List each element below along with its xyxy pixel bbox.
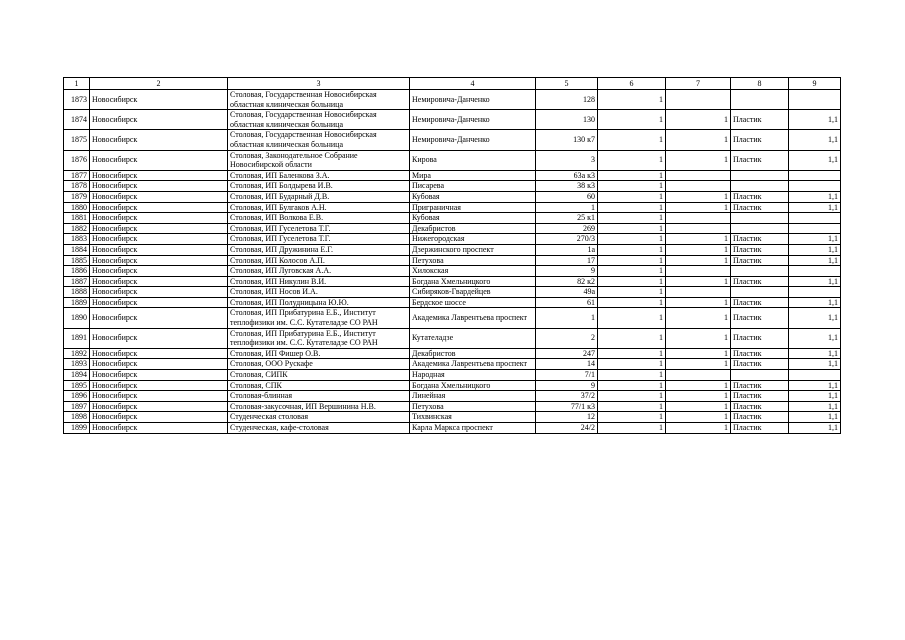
col6-cell: 1 — [598, 401, 666, 412]
col6-cell: 1 — [598, 170, 666, 181]
city-cell: Новосибирск — [90, 328, 228, 348]
table-row — [64, 90, 841, 110]
street-cell: Нижегородская — [410, 234, 536, 245]
col6-cell: 1 — [598, 223, 666, 234]
street-cell: Богдана Хмельницкого — [410, 276, 536, 287]
material-cell: Пластик — [731, 297, 789, 308]
col7-cell — [666, 287, 731, 298]
header-row — [64, 78, 841, 90]
col9-cell: 1,1 — [789, 348, 841, 359]
table-row — [64, 223, 841, 234]
col7-cell: 1 — [666, 255, 731, 266]
row-number-cell: 1888 — [64, 287, 90, 298]
col6-cell: 1 — [598, 287, 666, 298]
col6-cell: 1 — [598, 244, 666, 255]
house-cell: 38 к3 — [536, 181, 598, 192]
table-row — [64, 423, 841, 434]
col9-cell — [789, 90, 841, 110]
table-row — [64, 202, 841, 213]
col7-cell — [666, 170, 731, 181]
street-cell: Декабристов — [410, 223, 536, 234]
col9-cell: 1,1 — [789, 110, 841, 130]
col7-cell: 1 — [666, 308, 731, 328]
name-cell: Столовая-закусочная, ИП Вершинина Н.В. — [228, 401, 410, 412]
street-cell: Богдана Хмельницкого — [410, 380, 536, 391]
house-cell: 9 — [536, 380, 598, 391]
row-number-cell: 1874 — [64, 110, 90, 130]
city-cell: Новосибирск — [90, 110, 228, 130]
city-cell: Новосибирск — [90, 359, 228, 370]
material-cell: Пластик — [731, 348, 789, 359]
header-cell: 4 — [410, 78, 536, 90]
city-cell: Новосибирск — [90, 181, 228, 192]
material-cell: Пластик — [731, 308, 789, 328]
street-cell: Немировича-Данченко — [410, 90, 536, 110]
header-cell: 2 — [90, 78, 228, 90]
house-cell: 1 — [536, 202, 598, 213]
material-cell: Пластик — [731, 130, 789, 150]
table-body — [64, 90, 841, 434]
col7-cell — [666, 266, 731, 277]
table-row — [64, 255, 841, 266]
col9-cell: 1,1 — [789, 244, 841, 255]
street-cell: Карла Маркса проспект — [410, 423, 536, 434]
col7-cell: 1 — [666, 244, 731, 255]
material-cell: Пластик — [731, 328, 789, 348]
col9-cell: 1,1 — [789, 308, 841, 328]
name-cell: Столовая, ИП Луговская А.А. — [228, 266, 410, 277]
col9-cell: 1,1 — [789, 150, 841, 170]
street-cell: Академика Лаврентьева проспект — [410, 308, 536, 328]
col7-cell — [666, 181, 731, 192]
col9-cell: 1,1 — [789, 276, 841, 287]
col9-cell: 1,1 — [789, 255, 841, 266]
row-number-cell: 1893 — [64, 359, 90, 370]
city-cell: Новосибирск — [90, 276, 228, 287]
row-number-cell: 1890 — [64, 308, 90, 328]
house-cell: 82 к2 — [536, 276, 598, 287]
col6-cell: 1 — [598, 370, 666, 381]
table-row — [64, 213, 841, 224]
name-cell: Столовая-блинная — [228, 391, 410, 402]
row-number-cell: 1875 — [64, 130, 90, 150]
col7-cell: 1 — [666, 234, 731, 245]
col7-cell — [666, 223, 731, 234]
house-cell: 130 к7 — [536, 130, 598, 150]
name-cell: Столовая, ИП Болдырева И.В. — [228, 181, 410, 192]
name-cell: Столовая, ИП Прибатурина Е.Б., Институт теплофизики им. С.С. Кутателадзе СО РАН — [228, 308, 410, 328]
table-row — [64, 276, 841, 287]
street-cell: Петухова — [410, 255, 536, 266]
col7-cell: 1 — [666, 110, 731, 130]
street-cell: Линейная — [410, 391, 536, 402]
header-cell: 6 — [598, 78, 666, 90]
house-cell: 12 — [536, 412, 598, 423]
row-number-cell: 1877 — [64, 170, 90, 181]
material-cell — [731, 170, 789, 181]
house-cell: 24/2 — [536, 423, 598, 434]
city-cell: Новосибирск — [90, 223, 228, 234]
city-cell: Новосибирск — [90, 370, 228, 381]
name-cell: Столовая, ИП Прибатурина Е.Б., Институт теплофизики им. С.С. Кутателадзе СО РАН — [228, 328, 410, 348]
header-cell: 1 — [64, 78, 90, 90]
street-cell: Приграничная — [410, 202, 536, 213]
col7-cell: 1 — [666, 391, 731, 402]
table-row — [64, 359, 841, 370]
city-cell: Новосибирск — [90, 391, 228, 402]
row-number-cell: 1896 — [64, 391, 90, 402]
house-cell: 9 — [536, 266, 598, 277]
city-cell: Новосибирск — [90, 244, 228, 255]
material-cell: Пластик — [731, 255, 789, 266]
col7-cell: 1 — [666, 348, 731, 359]
col9-cell — [789, 181, 841, 192]
material-cell — [731, 223, 789, 234]
col9-cell — [789, 170, 841, 181]
city-cell: Новосибирск — [90, 266, 228, 277]
col6-cell: 1 — [598, 181, 666, 192]
table-row — [64, 266, 841, 277]
material-cell: Пластик — [731, 191, 789, 202]
table-row — [64, 244, 841, 255]
name-cell: Столовая, ИП Волкова Е.В. — [228, 213, 410, 224]
material-cell — [731, 266, 789, 277]
house-cell: 14 — [536, 359, 598, 370]
city-cell: Новосибирск — [90, 401, 228, 412]
city-cell: Новосибирск — [90, 150, 228, 170]
header-cell: 7 — [666, 78, 731, 90]
city-cell: Новосибирск — [90, 423, 228, 434]
material-cell: Пластик — [731, 380, 789, 391]
col6-cell: 1 — [598, 130, 666, 150]
header-cell: 8 — [731, 78, 789, 90]
col7-cell: 1 — [666, 380, 731, 391]
city-cell: Новосибирск — [90, 255, 228, 266]
street-cell: Тихвинская — [410, 412, 536, 423]
col7-cell: 1 — [666, 202, 731, 213]
row-number-cell: 1894 — [64, 370, 90, 381]
row-number-cell: 1884 — [64, 244, 90, 255]
col6-cell: 1 — [598, 276, 666, 287]
house-cell: 1 — [536, 308, 598, 328]
table-row — [64, 348, 841, 359]
name-cell: Столовая, Государственная Новосибирская областная клиническая больница — [228, 90, 410, 110]
material-cell: Пластик — [731, 234, 789, 245]
name-cell: Столовая, ИП Гуселетова Т.Г. — [228, 234, 410, 245]
col6-cell: 1 — [598, 213, 666, 224]
col7-cell: 1 — [666, 191, 731, 202]
street-cell: Академика Лаврентьева проспект — [410, 359, 536, 370]
row-number-cell: 1899 — [64, 423, 90, 434]
col7-cell: 1 — [666, 423, 731, 434]
col9-cell — [789, 223, 841, 234]
col6-cell: 1 — [598, 191, 666, 202]
city-cell: Новосибирск — [90, 202, 228, 213]
house-cell: 25 к1 — [536, 213, 598, 224]
row-number-cell: 1881 — [64, 213, 90, 224]
material-cell: Пластик — [731, 391, 789, 402]
col6-cell: 1 — [598, 328, 666, 348]
city-cell: Новосибирск — [90, 90, 228, 110]
row-number-cell: 1880 — [64, 202, 90, 213]
col6-cell: 1 — [598, 423, 666, 434]
table-row — [64, 287, 841, 298]
material-cell — [731, 213, 789, 224]
row-number-cell: 1898 — [64, 412, 90, 423]
col9-cell: 1,1 — [789, 359, 841, 370]
col9-cell — [789, 287, 841, 298]
material-cell: Пластик — [731, 423, 789, 434]
city-cell: Новосибирск — [90, 287, 228, 298]
col9-cell: 1,1 — [789, 202, 841, 213]
col9-cell: 1,1 — [789, 297, 841, 308]
table-row — [64, 297, 841, 308]
name-cell: Столовая, ИП Полудницына Ю.Ю. — [228, 297, 410, 308]
street-cell: Хилокская — [410, 266, 536, 277]
name-cell: Столовая, ИП Булгаков А.Н. — [228, 202, 410, 213]
col7-cell: 1 — [666, 328, 731, 348]
col7-cell — [666, 213, 731, 224]
house-cell: 17 — [536, 255, 598, 266]
street-cell: Кубовая — [410, 191, 536, 202]
street-cell: Декабристов — [410, 348, 536, 359]
table-row — [64, 170, 841, 181]
col7-cell: 1 — [666, 412, 731, 423]
street-cell: Немировича-Данченко — [410, 110, 536, 130]
table-row — [64, 380, 841, 391]
name-cell: Столовая, ООО Рускафе — [228, 359, 410, 370]
city-cell: Новосибирск — [90, 348, 228, 359]
table-row — [64, 401, 841, 412]
material-cell: Пластик — [731, 150, 789, 170]
street-cell: Дзержинского проспект — [410, 244, 536, 255]
house-cell: 130 — [536, 110, 598, 130]
city-cell: Новосибирск — [90, 130, 228, 150]
street-cell: Сибиряков-Гвардейцев — [410, 287, 536, 298]
header-cell: 5 — [536, 78, 598, 90]
material-cell — [731, 370, 789, 381]
name-cell: Столовая, ИП Никулин В.И. — [228, 276, 410, 287]
table-row — [64, 234, 841, 245]
col9-cell: 1,1 — [789, 328, 841, 348]
house-cell: 1а — [536, 244, 598, 255]
material-cell: Пластик — [731, 110, 789, 130]
house-cell: 61 — [536, 297, 598, 308]
name-cell: Столовая, ИП Дружинина Е.Г. — [228, 244, 410, 255]
street-cell: Кутателадзе — [410, 328, 536, 348]
row-number-cell: 1873 — [64, 90, 90, 110]
table-row — [64, 308, 841, 328]
house-cell: 270/3 — [536, 234, 598, 245]
city-cell: Новосибирск — [90, 308, 228, 328]
material-cell: Пластик — [731, 359, 789, 370]
col9-cell — [789, 266, 841, 277]
col9-cell: 1,1 — [789, 130, 841, 150]
name-cell: Столовая, Законодательное Собрание Новосибирской области — [228, 150, 410, 170]
row-number-cell: 1892 — [64, 348, 90, 359]
street-cell: Немировича-Данченко — [410, 130, 536, 150]
col6-cell: 1 — [598, 266, 666, 277]
col6-cell: 1 — [598, 110, 666, 130]
col7-cell: 1 — [666, 130, 731, 150]
house-cell: 247 — [536, 348, 598, 359]
house-cell: 63а к3 — [536, 170, 598, 181]
material-cell: Пластик — [731, 244, 789, 255]
col6-cell: 1 — [598, 348, 666, 359]
table-row — [64, 412, 841, 423]
name-cell: Столовая, ИП Баленкова З.А. — [228, 170, 410, 181]
city-cell: Новосибирск — [90, 234, 228, 245]
city-cell: Новосибирск — [90, 380, 228, 391]
city-cell: Новосибирск — [90, 213, 228, 224]
col6-cell: 1 — [598, 255, 666, 266]
city-cell: Новосибирск — [90, 412, 228, 423]
name-cell: Столовая, Государственная Новосибирская областная клиническая больница — [228, 110, 410, 130]
name-cell: Столовая, ИП Носов И.А. — [228, 287, 410, 298]
document-sheet — [63, 77, 841, 434]
table-row — [64, 181, 841, 192]
col6-cell: 1 — [598, 90, 666, 110]
material-cell — [731, 287, 789, 298]
row-number-cell: 1889 — [64, 297, 90, 308]
col9-cell: 1,1 — [789, 234, 841, 245]
col7-cell: 1 — [666, 359, 731, 370]
col9-cell: 1,1 — [789, 412, 841, 423]
col6-cell: 1 — [598, 359, 666, 370]
row-number-cell: 1897 — [64, 401, 90, 412]
name-cell: Студенческая столовая — [228, 412, 410, 423]
row-number-cell: 1891 — [64, 328, 90, 348]
data-table — [63, 77, 841, 434]
name-cell: Столовая, ИП Бударный Д.В. — [228, 191, 410, 202]
name-cell: Столовая, Государственная Новосибирская областная клиническая больница — [228, 130, 410, 150]
house-cell: 128 — [536, 90, 598, 110]
street-cell: Мира — [410, 170, 536, 181]
col9-cell: 1,1 — [789, 401, 841, 412]
material-cell: Пластик — [731, 276, 789, 287]
col6-cell: 1 — [598, 412, 666, 423]
house-cell: 77/1 к3 — [536, 401, 598, 412]
table-row — [64, 191, 841, 202]
col6-cell: 1 — [598, 308, 666, 328]
house-cell: 7/1 — [536, 370, 598, 381]
row-number-cell: 1878 — [64, 181, 90, 192]
table-row — [64, 370, 841, 381]
col7-cell — [666, 90, 731, 110]
house-cell: 269 — [536, 223, 598, 234]
city-cell: Новосибирск — [90, 170, 228, 181]
city-cell: Новосибирск — [90, 191, 228, 202]
row-number-cell: 1882 — [64, 223, 90, 234]
name-cell: Столовая, ИП Гуселетова Т.Г. — [228, 223, 410, 234]
name-cell: Студенческая, кафе-столовая — [228, 423, 410, 434]
col6-cell: 1 — [598, 297, 666, 308]
street-cell: Кубовая — [410, 213, 536, 224]
material-cell — [731, 90, 789, 110]
row-number-cell: 1876 — [64, 150, 90, 170]
name-cell: Столовая, СИПК — [228, 370, 410, 381]
col7-cell — [666, 370, 731, 381]
street-cell: Кирова — [410, 150, 536, 170]
col7-cell: 1 — [666, 276, 731, 287]
row-number-cell: 1883 — [64, 234, 90, 245]
name-cell: Столовая, ИП Фишер О.В. — [228, 348, 410, 359]
house-cell: 49а — [536, 287, 598, 298]
name-cell: Столовая, СПК — [228, 380, 410, 391]
row-number-cell: 1879 — [64, 191, 90, 202]
table-row — [64, 391, 841, 402]
header-cell: 3 — [228, 78, 410, 90]
col9-cell: 1,1 — [789, 423, 841, 434]
col6-cell: 1 — [598, 380, 666, 391]
col9-cell — [789, 370, 841, 381]
house-cell: 60 — [536, 191, 598, 202]
street-cell: Бердское шоссе — [410, 297, 536, 308]
col9-cell: 1,1 — [789, 380, 841, 391]
material-cell — [731, 181, 789, 192]
row-number-cell: 1887 — [64, 276, 90, 287]
col7-cell: 1 — [666, 401, 731, 412]
street-cell: Петухова — [410, 401, 536, 412]
table-row — [64, 328, 841, 348]
street-cell: Народная — [410, 370, 536, 381]
col7-cell: 1 — [666, 150, 731, 170]
house-cell: 2 — [536, 328, 598, 348]
col9-cell — [789, 213, 841, 224]
col6-cell: 1 — [598, 150, 666, 170]
col9-cell: 1,1 — [789, 191, 841, 202]
house-cell: 3 — [536, 150, 598, 170]
col6-cell: 1 — [598, 202, 666, 213]
col9-cell: 1,1 — [789, 391, 841, 402]
row-number-cell: 1895 — [64, 380, 90, 391]
row-number-cell: 1885 — [64, 255, 90, 266]
house-cell: 37/2 — [536, 391, 598, 402]
name-cell: Столовая, ИП Колосов А.П. — [228, 255, 410, 266]
material-cell: Пластик — [731, 412, 789, 423]
table-row — [64, 130, 841, 150]
header-cell: 9 — [789, 78, 841, 90]
col6-cell: 1 — [598, 391, 666, 402]
col7-cell: 1 — [666, 297, 731, 308]
col6-cell: 1 — [598, 234, 666, 245]
city-cell: Новосибирск — [90, 297, 228, 308]
table-row — [64, 150, 841, 170]
row-number-cell: 1886 — [64, 266, 90, 277]
material-cell: Пластик — [731, 401, 789, 412]
street-cell: Писарева — [410, 181, 536, 192]
table-row — [64, 110, 841, 130]
material-cell: Пластик — [731, 202, 789, 213]
